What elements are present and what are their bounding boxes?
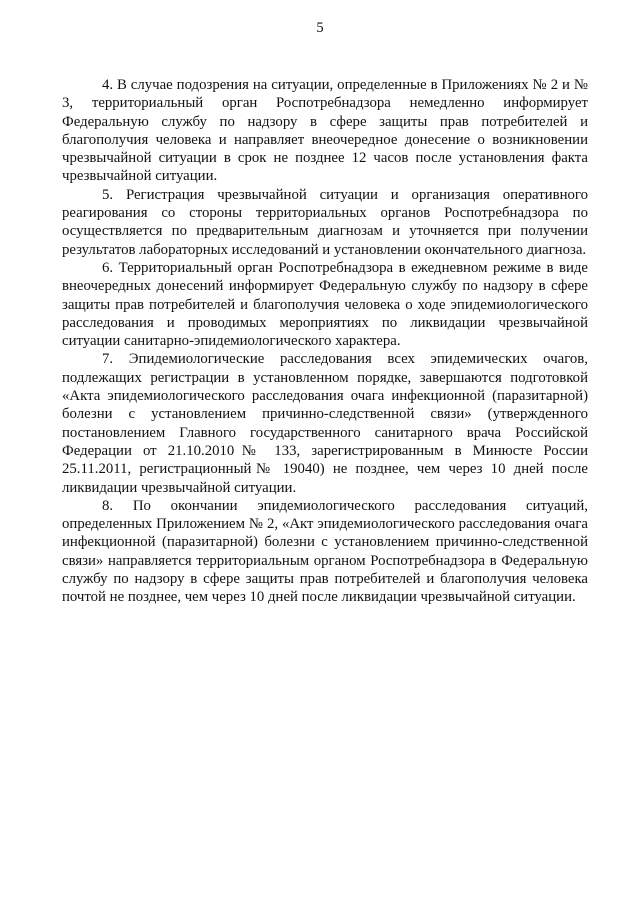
paragraph-4: 4. В случае подозрения на ситуации, определенные в Приложениях № 2 и № 3, территориальный орган Роспотребнадзора немедленно информирует Федеральную службу по надзору в сфере защиты прав потребителей и благополучия человека и направляет внеочередное донесение о возникновении чрезвычайной ситуации в срок не позднее 12 часов после установления факта чрезвычайной ситуации. xyxy=(62,77,588,185)
page-number: 5 xyxy=(316,20,324,36)
paragraph-7: 7. Эпидемиологические расследования всех эпидемических очагов, подлежащих регистрации в установленном порядке, завершаются подготовкой «Акта эпидемиологического расследования очага инфекционной (паразитарной) болезни с установлением причинно-следственной связи» (утвержденного постановлением Главного государственного санитарного врача Российской Федерации от 21.10.2010№ 133, зарегистрированным в Минюсте России 25.11.2011, регистрационный№ 19040) не позднее, чем через 10 дней после ликвидации чрезвычайной ситуации. xyxy=(62,351,588,496)
paragraph-6: 6. Территориальный орган Роспотребнадзора в ежедневном режиме в виде внеочередных донесений информирует Федеральную службу по надзору в сфере защиты прав потребителей и благополучия человека о ходе эпидемиологического расследования и проводимых мероприятиях по ликвидации чрезвычайной ситуации санитарно-эпидемиологического характера. xyxy=(62,259,588,350)
document-body xyxy=(62,76,588,607)
paragraph-5: 5. Регистрация чрезвычайной ситуации и организация оперативного реагирования со стороны территориальных органов Роспотребнадзора по осуществляется по предварительным диагнозам и уточняется при получении результатов лабораторных исследований и установлении окончательного диагноза. xyxy=(62,186,588,258)
paragraph-8: 8. По окончании эпидемиологического расследования ситуаций, определенных Приложением № 2, «Акт эпидемиологического расследования очага инфекционной (паразитарной) болезни с установлением причинно-следственной связи» направляется территориальным органом Роспотребнадзора в Федеральную службу по надзору в сфере защиты прав потребителей и благополучия человека почтой не позднее, чем через 10 дней после ликвидации чрезвычайной ситуации. xyxy=(62,497,588,606)
